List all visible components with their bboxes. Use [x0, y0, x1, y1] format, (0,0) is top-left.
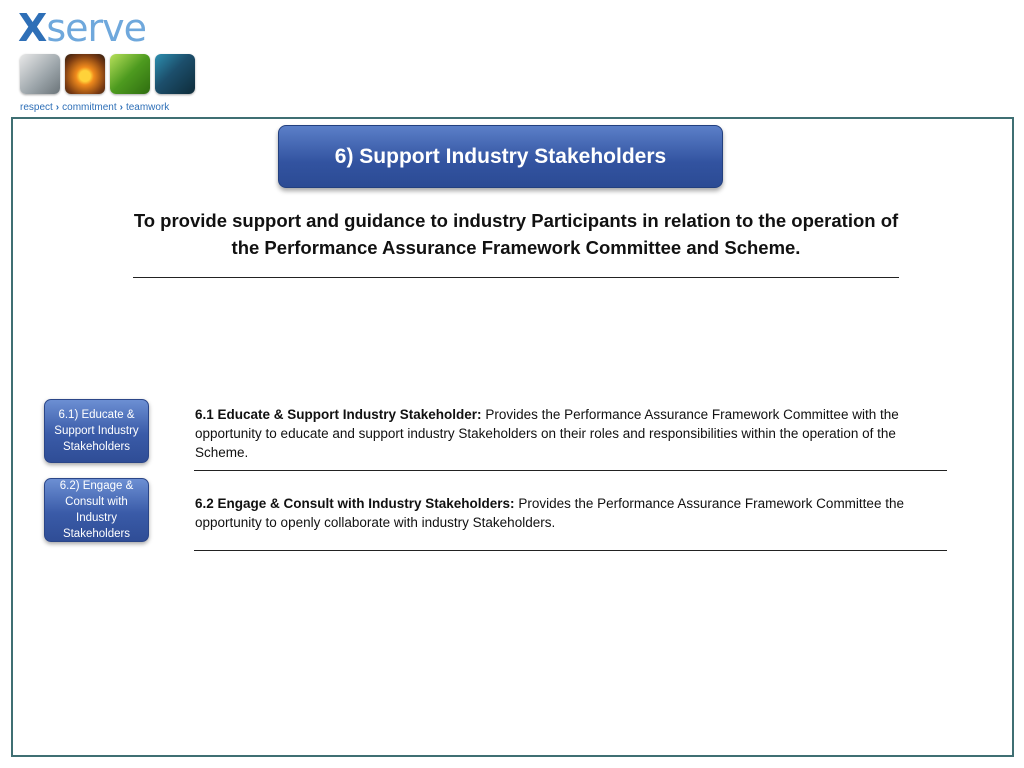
- keyboard-image: [20, 54, 60, 94]
- educate-support-button[interactable]: 6.1) Educate & Support Industry Stakeholders: [44, 399, 149, 463]
- circuit-board-image: [155, 54, 195, 94]
- item-heading: 6.2 Engage & Consult with Industry Stakeholders:: [195, 496, 515, 511]
- chevron-right-icon: ›: [119, 102, 123, 113]
- item-heading: 6.1 Educate & Support Industry Stakeholder:: [195, 407, 482, 422]
- item-description-engage: [195, 494, 940, 532]
- xoserve-logo: [18, 6, 218, 116]
- gas-flame-image: [65, 54, 105, 94]
- leaves-image: [110, 54, 150, 94]
- engage-consult-button[interactable]: 6.2) Engage & Consult with Industry Stakeholders: [44, 478, 149, 542]
- divider: [133, 277, 899, 278]
- divider: [194, 470, 947, 471]
- tagline: respect › commitment › teamwork: [20, 102, 170, 113]
- item-text: Provides the Performance Assurance Framework Committee the opportunity to openly collaborate with industry Stakeholders.: [195, 496, 904, 530]
- logo-wordmark: Xserve: [18, 6, 146, 50]
- slide-title: 6) Support Industry Stakeholders: [278, 125, 723, 188]
- divider: [194, 550, 947, 551]
- chevron-right-icon: ›: [55, 102, 60, 113]
- item-text: Provides the Performance Assurance Framework Committee with the opportunity to educate and support industry Stakeholders on their roles and responsibilities within the operation of the Scheme.: [195, 407, 899, 460]
- slide-subtitle: To provide support and guidance to industry Participants in relation to the operation of the Performance Assurance Framework Committee and Scheme.: [133, 210, 899, 258]
- item-description-educate: [195, 405, 940, 462]
- logo-thumbnails: [20, 54, 195, 94]
